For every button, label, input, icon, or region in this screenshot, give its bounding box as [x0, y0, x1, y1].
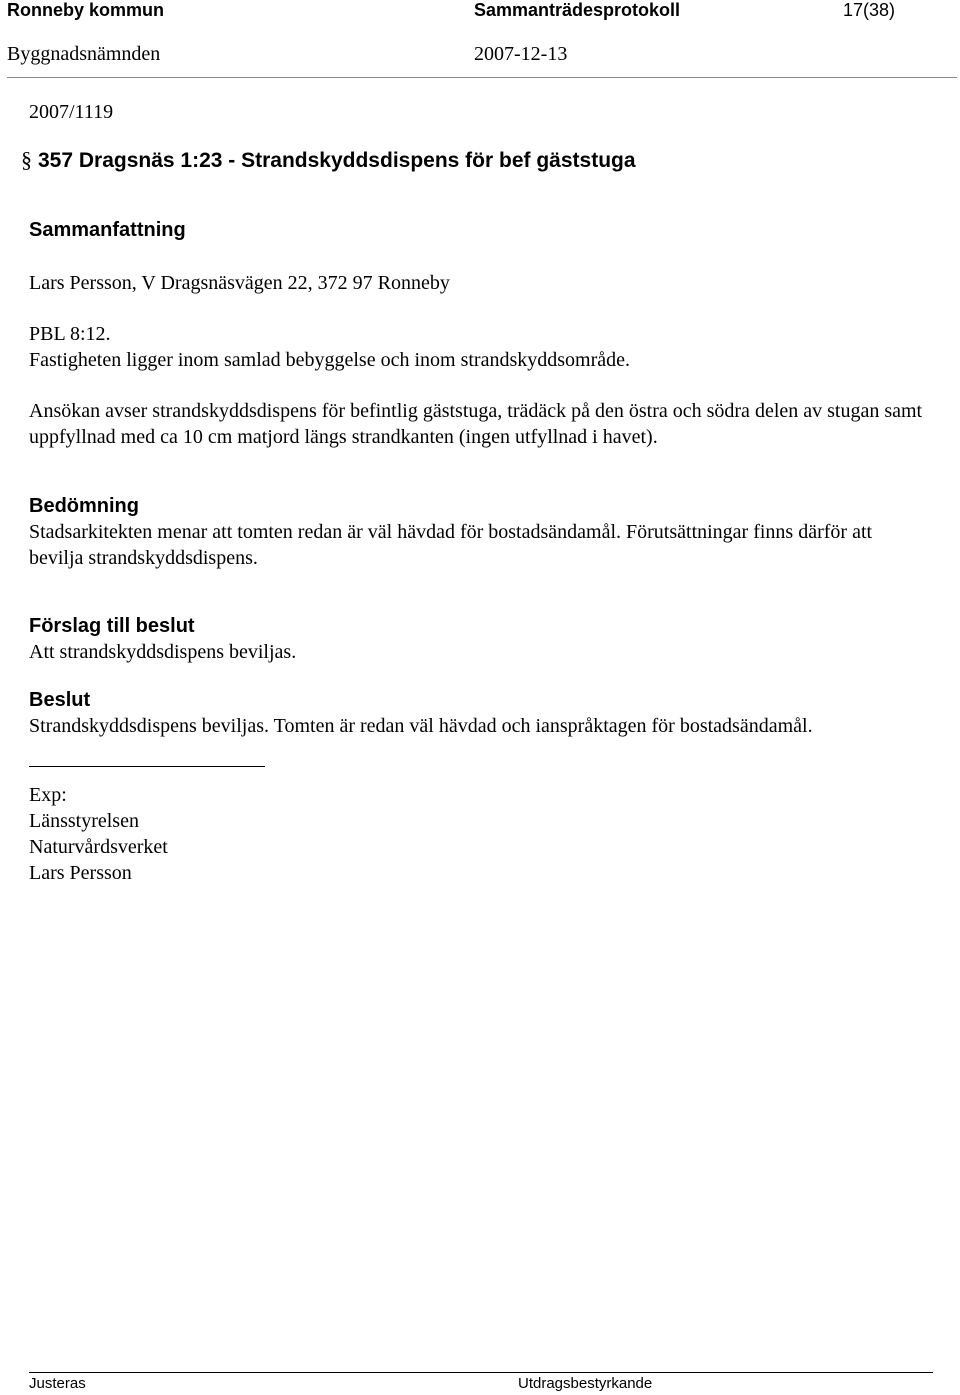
assessment-text: Stadsarkitekten menar att tomten redan är väl hävdad för bostadsändamål. Förutsättningar finns därför att bevilja strandskyddsdispens.	[29, 521, 873, 569]
section-symbol: §	[21, 147, 32, 172]
dispatch-recipient: Länsstyrelsen	[29, 810, 139, 832]
page-number: 17(38)	[843, 0, 896, 20]
applicant-line: Lars Persson, V Dragsnäsvägen 22, 372 97 Ronneby	[29, 272, 450, 294]
pbl-block	[29, 321, 929, 373]
municipality-name: Ronneby kommun	[7, 0, 165, 20]
application-text: Ansökan avser strandskyddsdispens för befintlig gäststuga, trädäck på den östra och södra delen av stugan samt uppfyllnad med ca 10 cm matjord längs strandkanten (ingen utfyllnad i havet).	[29, 400, 923, 448]
proposal-text: Att strandskyddsdispens beviljas.	[29, 641, 297, 663]
dispatch-recipient: Naturvårdsverket	[29, 836, 168, 858]
document-type: Sammanträdesprotokoll	[474, 0, 681, 20]
dispatch-list	[29, 782, 168, 886]
decision-heading: Beslut	[29, 689, 91, 711]
dispatch-recipient: Lars Persson	[29, 862, 132, 884]
dispatch-label: Exp:	[29, 784, 67, 806]
summary-heading: Sammanfattning	[29, 219, 186, 241]
page-header	[0, 0, 960, 24]
paragraph-title-text: 357 Dragsnäs 1:23 - Strandskyddsdispens för bef gäststuga	[38, 149, 636, 172]
assessment-heading: Bedömning	[29, 495, 139, 517]
separator-line	[29, 766, 265, 767]
property-description: Fastigheten ligger inom samlad bebyggelse och inom strandskyddsområde.	[29, 349, 630, 371]
pbl-reference: PBL 8:12.	[29, 323, 111, 345]
paragraph-title	[21, 146, 636, 175]
decision-text: Strandskyddsdispens beviljas. Tomten är redan väl hävdad och ianspråktagen för bostadsändamål.	[29, 715, 813, 737]
footer-divider	[29, 1372, 933, 1373]
header-divider	[7, 77, 957, 78]
case-number: 2007/1119	[29, 101, 114, 123]
footer-extract-label: Utdragsbestyrkande	[518, 1375, 653, 1392]
proposal-heading: Förslag till beslut	[29, 615, 195, 637]
committee-name: Byggnadsnämnden	[7, 43, 161, 65]
footer-justeras-label: Justeras	[29, 1375, 86, 1392]
meeting-date: 2007-12-13	[474, 43, 568, 65]
